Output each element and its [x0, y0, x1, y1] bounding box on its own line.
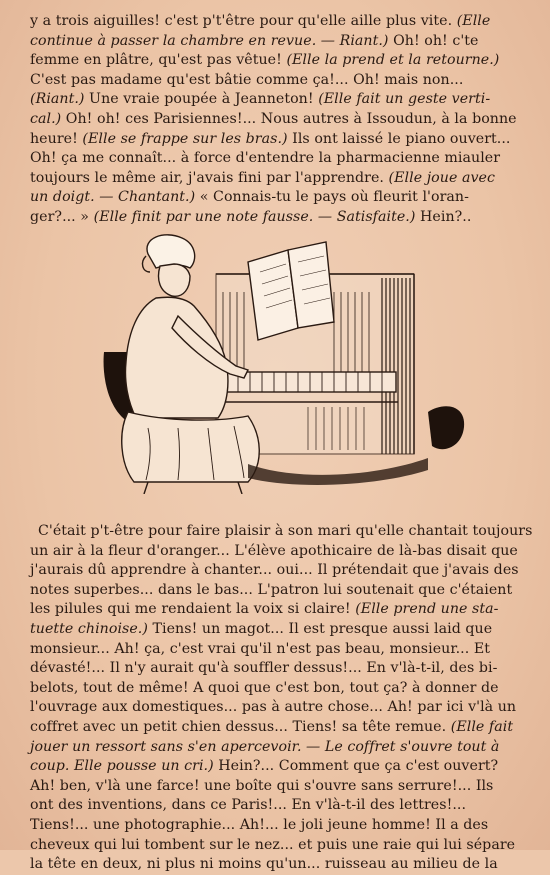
- text-line: [30, 757, 532, 777]
- text-line: [30, 738, 532, 758]
- text-line: [30, 71, 532, 91]
- dialogue-text: Oh! oh! ces Parisiennes!... Nous autres à Issoudun, à la bonne: [61, 110, 517, 127]
- top-paragraph: [30, 12, 532, 228]
- dialogue-text: « Connais-tu le pays où fleurit l'oran-: [195, 189, 469, 206]
- dialogue-text: Hein?..: [415, 208, 472, 225]
- text-line: [30, 679, 532, 699]
- text-line: [30, 659, 532, 679]
- stage-direction: (Elle fait un geste verti-: [318, 91, 491, 108]
- dialogue-text: Tiens!... une photographie... Ah!... le joli jeune homme! Il a des: [30, 816, 489, 833]
- dialogue-text: C'était p't-être pour faire plaisir à son mari qu'elle chantait toujours: [38, 523, 533, 539]
- dialogue-text: Oh! ça me connaît... à force d'entendre la pharmacienne miauler: [30, 150, 501, 167]
- stage-direction: (Elle: [456, 13, 491, 29]
- text-line: [30, 130, 532, 150]
- text-line: [30, 855, 532, 875]
- dialogue-text: C'est pas madame qu'est bâtie comme ça!... Oh! mais non...: [30, 71, 464, 88]
- stage-direction: continue à passer la chambre en revue. — Riant.): [30, 32, 389, 49]
- dialogue-text: Une vraie poupée à Jeanneton!: [84, 91, 319, 108]
- stage-direction: (Elle la prend et la retourne.): [286, 52, 500, 69]
- dialogue-text: Tiens! un magot... Il est presque aussi laid que: [147, 620, 493, 637]
- dialogue-text: dévasté!... Il n'y aurait qu'à souffler dessus!... En v'là-t-il, des bi-: [30, 660, 498, 677]
- dialogue-text: Hein?... Comment que ça c'est ouvert?: [213, 758, 499, 775]
- dialogue-text: heure!: [30, 130, 83, 147]
- stage-direction: jouer un ressort sans s'en apercevoir. — Le coffret s'ouvre tout à: [30, 738, 500, 755]
- stage-direction: coup. Elle pousse un cri.): [30, 758, 214, 775]
- stage-direction: (Riant.): [30, 91, 85, 108]
- text-line: [30, 51, 532, 71]
- text-line: [30, 698, 532, 718]
- text-line: [30, 208, 532, 228]
- dialogue-text: les pilules qui me rendaient la voix si claire!: [30, 601, 356, 618]
- stage-direction: (Elle joue avec: [388, 169, 495, 186]
- text-line: [30, 169, 532, 189]
- text-line: [30, 90, 532, 110]
- dialogue-text: un air à la fleur d'oranger... L'élève apothicaire de là-bas disait que: [30, 542, 518, 559]
- dialogue-text: monsieur... Ah! ça, c'est vrai qu'il n'est pas beau, monsieur... Et: [30, 640, 491, 657]
- dialogue-text: la tête en deux, ni plus ni moins qu'un... ruisseau au milieu de la: [30, 856, 498, 873]
- dialogue-text: Ah! ben, v'là une farce! une boîte qui s'ouvre sans serrure!... Ils: [30, 777, 494, 794]
- text-line: [30, 796, 532, 816]
- dialogue-text: Oh! oh! c'te: [388, 32, 479, 49]
- dialogue-text: j'aurais dû apprendre à chanter... oui... Il prétendait que j'avais des: [30, 562, 519, 579]
- text-line: [30, 777, 532, 797]
- stage-direction: (Elle se frappe sur les bras.): [82, 130, 288, 147]
- text-line: [30, 149, 532, 169]
- dialogue-text: notes superbes... dans le bas... L'patron lui soutenait que c'étaient: [30, 581, 513, 598]
- dialogue-text: ont des inventions, dans ce Paris!... En v'là-t-il des lettres!...: [30, 797, 467, 814]
- dialogue-text: coffret avec un petit chien dessus... Tiens! sa tête remue.: [30, 718, 451, 735]
- text-line: [30, 12, 532, 32]
- dialogue-text: ger?... »: [30, 208, 94, 225]
- dialogue-text: l'ouvrage aux domestiques... pas à autre chose... Ah! par ici v'là un: [30, 699, 517, 716]
- text-line: [30, 542, 532, 562]
- text-line: [30, 620, 532, 640]
- stage-direction: cal.): [30, 110, 62, 127]
- stage-direction: tuette chinoise.): [30, 620, 148, 637]
- stage-direction: (Elle prend une sta-: [355, 601, 499, 618]
- text-line: [30, 640, 532, 660]
- dialogue-text: toujours le même air, j'avais fini par l'apprendre.: [30, 169, 389, 186]
- text-line: [30, 836, 532, 856]
- dialogue-text: Ils ont laissé le piano ouvert...: [287, 130, 511, 147]
- stage-direction: un doigt. — Chantant.): [30, 189, 196, 206]
- woman-at-piano-illustration: [98, 232, 470, 494]
- text-line: [30, 110, 532, 130]
- text-line: [30, 816, 532, 836]
- text-line: [30, 522, 532, 542]
- text-line: [30, 600, 532, 620]
- text-line: [30, 561, 532, 581]
- text-line: [30, 188, 532, 208]
- text-line: [30, 718, 532, 738]
- stage-direction: (Elle finit par une note fausse. — Satisfaite.): [93, 208, 416, 225]
- dialogue-text: y a trois aiguilles! c'est p't'être pour qu'elle aille plus vite.: [30, 13, 457, 29]
- dialogue-text: femme en plâtre, qu'est pas vêtue!: [30, 52, 287, 69]
- stage-direction: (Elle fait: [450, 718, 514, 735]
- text-line: [30, 581, 532, 601]
- dialogue-text: belots, tout de même! A quoi que c'est bon, tout ça? à donner de: [30, 679, 499, 696]
- bottom-paragraph: [30, 522, 532, 875]
- dialogue-text: cheveux qui lui tombent sur le nez... et puis une raie qui lui sépare: [30, 836, 516, 853]
- text-line: [30, 32, 532, 52]
